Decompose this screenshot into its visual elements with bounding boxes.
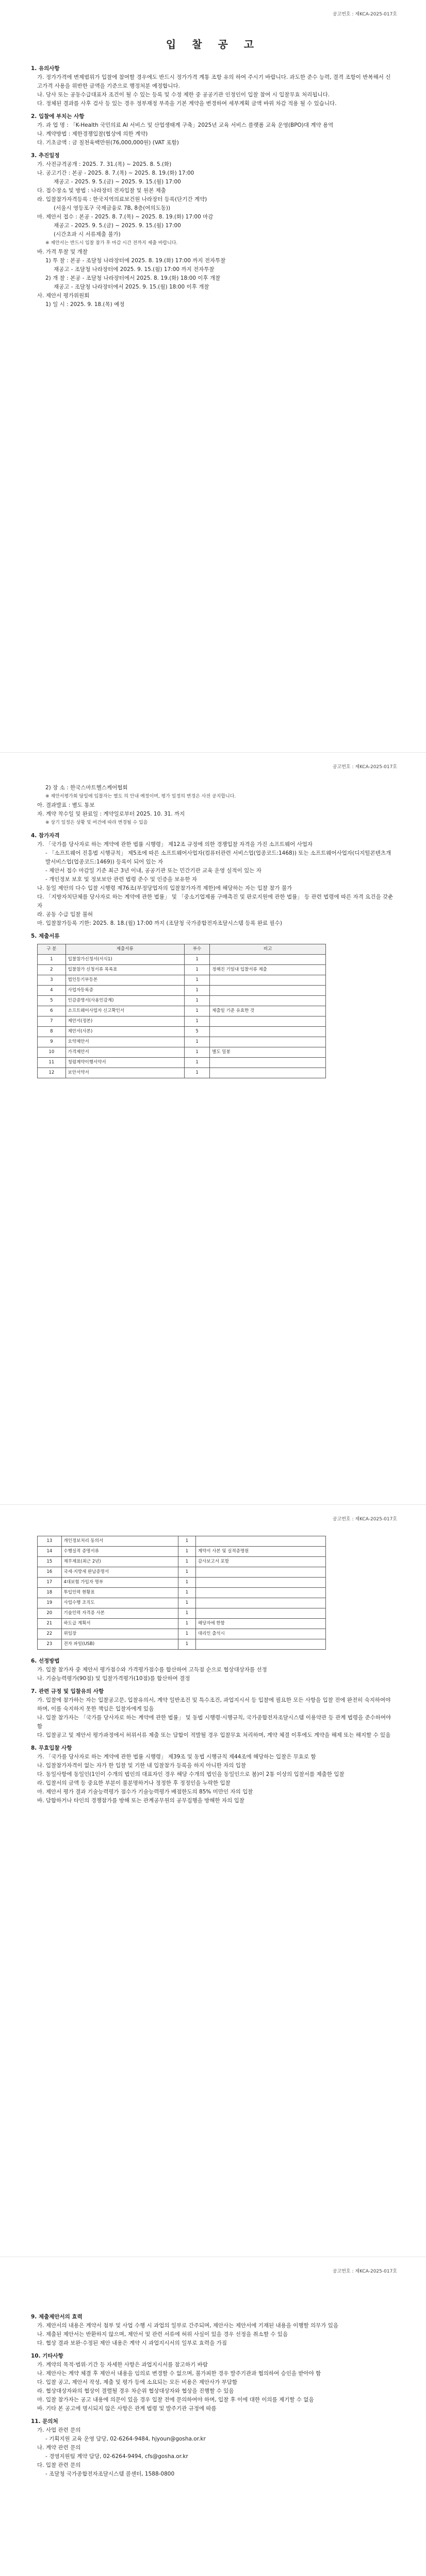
table-cell: 5 [38,996,66,1006]
text-line: 마. 제안서 평가 결과 기술능력평가 점수가 기술능력평가 배점한도의 85% 미만인 자의 입찰 [37,1789,253,1795]
table-row [38,1639,326,1650]
table-row [38,1047,326,1058]
table-cell: 투입인력 현황표 [61,1588,178,1598]
table-cell [210,955,326,965]
table-row [38,1068,326,1078]
table-row [38,1629,326,1639]
text-line: 바. 기타 본 공고에 명시되지 않은 사항은 관계 법령 및 발주기관 규정에 따름 [37,2405,217,2412]
table-row [38,1619,326,1629]
table-cell: 1 [178,1608,196,1619]
section-heading: 6. 선정방법 [31,1658,60,1664]
table-cell: 21 [38,1619,62,1629]
table-cell [195,1608,325,1619]
text-line: - 개인정보 보호 및 정보보안 관련 법령 준수 및 인증을 보유한 자 [45,876,198,883]
table-cell: 요약제안서 [65,1037,184,1047]
table-cell: 하도급 계획서 [61,1619,178,1629]
table-cell [210,996,326,1006]
table-cell: 제안서(사본) [65,1027,184,1037]
table-row [38,1027,326,1037]
table-row [38,965,326,975]
table-cell: 제안서(정본) [65,1016,184,1027]
table-cell: 8 [38,1027,66,1037]
section-heading: 9. 제출제안서의 효력 [31,2314,83,2320]
text-line: - 경영지원팀 계약 담당, 02-6264-9494, cfs@gosha.or.kr [45,2453,188,2460]
table-cell: 제출일 기준 유효한 것 [210,1006,326,1016]
table-cell [195,1588,325,1598]
table-row [38,1037,326,1047]
text-line: 다. 입찰 공고, 제안서 작성, 제출 및 평가 등에 소요되는 모든 비용은 제안사가 부담함 [37,2379,238,2385]
text-line: - 제안서 접수 마감일 기준 최근 3년 이내, 공공기관 또는 민간기관 교육 운영 실적이 있는 자 [45,868,261,874]
text-line: 다. 협상 결과 보완·수정된 제안 내용은 계약 시 과업지시서의 일부로 효력을 가짐 [37,2340,227,2346]
text-line: 나. 동일 제안의 다수 입찰 시행령 제76조(부정당업자의 입찰참가자격 제한)에 해당하는 자는 입찰 참가 불가 [37,885,292,891]
text-line: 1) 투 찰 : 본공 - 조달청 나라장터에 2025. 8. 19.(화) 17:00 까지 전자투찰 [45,258,226,264]
table-row [38,996,326,1006]
page-3 [0,1504,426,2257]
table-cell [210,1027,326,1037]
table-row [38,975,326,986]
text-line: 다. 기초금액 : 금 칠천육백만원(76,000,000원) (VAT 포함) [37,140,179,146]
section-heading: 8. 무효입찰 사항 [31,1745,72,1751]
text-line: 나. 기술능력평가(90점) 및 입찰가격평가(10점)를 합산하여 결정 [37,1675,190,1682]
table-cell: 1 [184,996,209,1006]
text-line: 2) 개 찰 : 본공 - 조달청 나라장터에서 2025. 8. 19.(화) 18:00 이후 개찰 [45,275,221,281]
table-cell: 1 [184,1016,209,1027]
table-cell: 1 [184,1058,209,1068]
text-line: 라. 협상대상자와의 협상이 결렬될 경우 차순위 협상대상자와 협상을 진행할 수 있음 [37,2388,234,2394]
doc-header: 공고번호 : 제KCA-2025-017호 [332,765,397,770]
table-cell: 4대보험 가입자 명부 [61,1578,178,1588]
table-cell: 해당자에 한함 [195,1619,325,1629]
table-cell: 9 [38,1037,66,1047]
table-cell: 계약서 사본 및 실적증명원 [195,1547,325,1557]
text-line: - 「소프트웨어 진흥법 시행규칙」 제5조에 따른 소프트웨어사업자(컴퓨터관련 서비스업(업종코드:1468)) 또는 소프트웨어사업자(디지털콘텐츠개발서비스업(업종코드:1469)) 등록이 되어 있는 자 [45,850,391,865]
table-row [38,1598,326,1608]
text-line: 나. 계약 관련 문의 [37,2445,81,2451]
text-line: (서울시 영등포구 국제금융로 7B, 8층(여의도동)) [54,205,171,211]
table-cell: 1 [178,1536,196,1547]
text-line: ※ 제안서평가회 당일에 입찰자는 별도 의 안내 예정이며, 평가 일정의 변경은 사전 공지합니다. [45,794,236,799]
table-row [38,1557,326,1567]
text-line: 나. 당사 또는 공동수급대표자 조건이 될 수 있는 등록 및 수정 제한 중 공공기관 인정인이 입찰 참여 시 입찰무효 처리됩니다. [37,92,330,98]
text-line: 나. 제안사는 계약 체결 후 제안서 내용을 임의로 변경할 수 없으며, 불가피한 경우 발주기관과 협의하여 승인을 받아야 함 [37,2370,321,2377]
table-cell: 16 [38,1567,62,1578]
table-cell: 17 [38,1578,62,1588]
text-line: 재공고 - 조달청 나라장터에서 2025. 9. 15.(월) 18:00 이후 개찰 [54,284,209,290]
table-cell: 국세·지방세 완납증명서 [61,1567,178,1578]
text-line: 마. 입찰 참가자는 공고 내용에 의문이 있을 경우 입찰 전에 문의하여야 하며, 입찰 후 이에 대한 이의를 제기할 수 없음 [37,2397,314,2403]
page-1 [0,0,426,752]
text-line: 2) 장 소 : 한국스마트헬스케어협회 [45,785,128,791]
table-cell: 1 [178,1578,196,1588]
text-line: 재공고 - 2025. 9. 5.(금) ~ 2025. 9. 15.(월) 17:00 [54,223,181,229]
table-cell: 1 [184,975,209,986]
section-heading: 11. 문의처 [31,2418,58,2425]
text-line: 아. 결과발표 : 별도 통보 [37,802,95,808]
table-cell [195,1578,325,1588]
table-cell: 가격제안서 [65,1047,184,1058]
table-header-cell: 제출서류 [65,944,184,955]
doc-header: 공고번호 : 제KCA-2025-017호 [332,2269,397,2274]
text-line: 라. 공동 수급 입찰 불허 [37,911,93,918]
text-line: 라. 입찰서의 금액 등 중요한 부분이 불분명하거나 정정한 후 정정인을 누락한 입찰 [37,1780,231,1786]
table-cell [210,1016,326,1027]
table-cell: 7 [38,1016,66,1027]
text-line: 나. 공고기간 : 본공 - 2025. 8. 7.(목) ~ 2025. 8. 19.(화) 17:00 [37,170,194,176]
text-line: 재공고 - 2025. 9. 5.(금) ~ 2025. 9. 15.(월) 17:00 [54,179,181,185]
text-line: 다. 정체된 결과를 사후 검사 등 있는 경우 정부재정 부족을 기본 계약을 변경하여 세부계획 금액 바꿔 차감 적용 될 수 있습니다. [37,100,337,107]
table-cell: 19 [38,1598,62,1608]
text-line: 바. 가격 투찰 및 개찰 [37,249,88,255]
table-cell: 1 [178,1629,196,1639]
table-cell: 1 [178,1619,196,1629]
table-cell [210,975,326,986]
table-cell: 1 [178,1588,196,1598]
section-heading: 1. 유의사항 [31,65,60,72]
table-cell: 인감증명서(사용인감계) [65,996,184,1006]
table-cell: 12 [38,1068,66,1078]
table-cell [210,986,326,996]
text-line: 나. 입찰참가자격이 없는 자가 한 입찰 및 기한 내 입찰참가 등록을 하지 아니한 자의 입찰 [37,1762,247,1769]
table-cell: 1 [178,1557,196,1567]
doc-title: 입 찰 공 고 [166,38,260,50]
page4-body [31,2313,395,2479]
table-cell: 정해진 기일내 입찰서류 제출 [210,965,326,975]
table-cell: 수행실적 증명서류 [61,1547,178,1557]
table-cell: 11 [38,1058,66,1068]
table-cell: 전자 파일(USB) [61,1639,178,1650]
table-cell: 재무제표(최근 2년) [61,1557,178,1567]
table-cell: 14 [38,1547,62,1557]
table-row [38,1006,326,1016]
table-header-cell: 부수 [184,944,209,955]
text-line: 가. 사업 관련 문의 [37,2427,81,2433]
table-cell: 법인등기부등본 [65,975,184,986]
table-cell: 13 [38,1536,62,1547]
text-line: 가. 사전규격공개 : 2025. 7. 31.(목) ~ 2025. 8. 5.(화) [37,161,172,167]
table-cell: 사업자등록증 [65,986,184,996]
section-heading: 4. 참가자격 [31,833,60,839]
section-heading: 7. 관련 규정 및 입찰유의 사항 [31,1688,104,1694]
text-line: 마. 입찰참가등록 기한: 2025. 8. 18.(월) 17:00 까지 (조달청 국가종합전자조달시스템 등록 완료 필수) [37,920,282,926]
table-row [38,1547,326,1557]
table-cell: 1 [178,1639,196,1650]
table-cell: 3 [38,975,66,986]
text-line: - 조달청 국가종합전자조달시스템 콜센터, 1588-0800 [45,2471,175,2477]
table-cell: 별도 밀봉 [210,1047,326,1058]
table-header-cell: 비고 [210,944,326,955]
table-cell: 20 [38,1608,62,1619]
table-cell: 기술인력 자격증 사본 [61,1608,178,1619]
text-line: 재공고 - 조달청 나라장터에 2025. 9. 15.(월) 17:00 까지 전자투찰 [54,266,215,273]
table-cell: 입찰참가 신청서류 목록표 [65,965,184,975]
text-line: 1) 일 시 : 2025. 9. 18.(목) 예정 [45,301,125,308]
section-heading: 10. 기타사항 [31,2353,63,2359]
text-line: 가. 계약의 목적·범위·기간 등 자세한 사항은 과업지시서를 참고하기 바람 [37,2362,208,2368]
table-cell [195,1536,325,1547]
table-row [38,1016,326,1027]
section-heading: 5. 제출서류 [31,933,60,939]
text-line: 자. 계약 착수일 및 완료일 : 계약일로부터 2025. 10. 31. 까지 [37,811,185,817]
table-row [38,1058,326,1068]
table-cell: 1 [184,986,209,996]
table-header-cell: 구 분 [38,944,66,955]
table-cell [195,1598,325,1608]
table-cell [210,1068,326,1078]
text-line: 나. 제출된 제안서는 반환하지 않으며, 제안서 및 관련 서류에 허위 사실이 있을 경우 선정을 취소할 수 있음 [37,2331,288,2337]
text-line: 바. 담합하거나 타인의 경쟁참가를 방해 또는 관계공무원의 공무집행을 방해한 자의 입찰 [37,1798,244,1804]
table-cell: 사업수행 조직도 [61,1598,178,1608]
table-cell: 보안서약서 [65,1068,184,1078]
table-cell: 개인정보처리 동의서 [61,1536,178,1547]
text-line: 다. 동일사항에 동일인(1인이 수개의 법인의 대표자인 경우 해당 수개의 법인을 동일인으로 봄)이 2통 이상의 입찰서를 제출한 입찰 [37,1771,345,1777]
text-line: 다. 입찰 관련 문의 [37,2462,81,2468]
text-line: ※ 제안서는 반드시 입찰 참가 후 마감 시간 전까지 제출 바랍니다. [45,241,178,246]
section-heading: 2. 입찰에 부치는 사항 [31,113,85,120]
table-row [38,1608,326,1619]
table-cell: 대리인 출석시 [195,1629,325,1639]
text-line: 라. 입찰참가자격등록 : 한국지역의료보건원 나라장터 등록(단기간 계약) [37,196,207,202]
text-line: 나. 입찰 참가자는 「국가를 당사자로 하는 계약에 관한 법률」 및 동법 시행령·시행규칙, 국가종합전자조달시스템 이용약관 등 관계 법령을 준수하여야 함 [37,1715,391,1730]
text-line: 가. 과 업 명 : 「K-Health 국민의료 AI 서비스 및 산업생태계 구축」2025년 교육 서비스 플랫폼 교육 운영(BPO)대 계약 용역 [37,122,334,128]
table-cell: 1 [184,1068,209,1078]
table-cell: 1 [184,1037,209,1047]
table-cell: 1 [38,955,66,965]
table-cell: 1 [184,1047,209,1058]
table-row [38,1536,326,1547]
table-cell [210,1058,326,1068]
text-line: 마. 제안서 접수 : 본공 - 2025. 8. 7.(목) ~ 2025. 8. 19.(화) 17:00 마감 [37,214,214,220]
table-cell [210,1037,326,1047]
table-cell: 1 [178,1598,196,1608]
section-heading: 3. 추진일정 [31,152,60,159]
table-cell: 1 [178,1567,196,1578]
text-line: 가. 제안서의 내용은 계약서 첨부 및 사업 수행 시 과업의 일부로 간주되며, 제안사는 제안서에 기재된 내용을 이행할 의무가 있음 [37,2323,339,2329]
text-line: - 기획지원 교육 운영 담당, 02-6264-9484, hjyoun@gosha.or.kr [45,2436,206,2442]
table-cell: 10 [38,1047,66,1058]
doc-header: 공고번호 : 제KCA-2025-017호 [332,1517,397,1522]
table-cell: 1 [184,1006,209,1016]
text-line: (시간초과 시 서류제출 불가) [54,231,121,238]
table-cell [195,1567,325,1578]
table-cell [195,1639,325,1650]
table-row [38,1588,326,1598]
table-row [38,986,326,996]
table-row [38,1578,326,1588]
table-cell: 5 [184,1027,209,1037]
page1-body [31,64,395,309]
table-cell: 4 [38,986,66,996]
text-line: 가. 정가가격에 변제범위가 입찰에 참여할 경우에도 반드시 정가가격 계통 조항 유의 하여 주시기 바랍니다. 과도한 준수 능력, 결격 조항이 반복해서 신고가격 사용을 위반한 금액을 기준으로 행정처분 예정합니다. [37,74,391,89]
table-cell: 6 [38,1006,66,1016]
doc-header: 공고번호 : 제KCA-2025-017호 [332,12,397,17]
table-row [38,955,326,965]
table-cell: 1 [184,955,209,965]
text-line: 가. 「국가를 당사자로 하는 계약에 관한 법률 시행령」 제39조 및 동법 시행규칙 제44조에 해당하는 입찰은 무효로 함 [37,1754,316,1760]
table-cell: 22 [38,1629,62,1639]
table-cell: 2 [38,965,66,975]
table-cell: 1 [184,965,209,975]
table-cell: 18 [38,1588,62,1598]
page2-body [31,784,395,941]
page-4 [0,2257,426,2576]
text-line: ※ 상기 일정은 상황 및 여건에 따라 변경될 수 있음 [45,820,148,825]
table-cell: 위임장 [61,1629,178,1639]
table-cell: 23 [38,1639,62,1650]
text-line: 가. 「국가를 당사자로 하는 계약에 관한 법률 시행령」 제12조 규정에 의한 경쟁입찰 자격을 가진 소프트웨어 사업자 [37,841,313,848]
text-line: 사. 제안서 평가위원회 [37,293,90,299]
table-cell: 입찰참가신청서(서식1) [65,955,184,965]
page-2 [0,752,426,1505]
table-cell: 15 [38,1557,62,1567]
table-cell: 1 [178,1547,196,1557]
docs-table [37,944,326,1078]
text-line: 가. 입찰에 참가하는 자는 입찰공고문, 입찰유의서, 계약 일반조건 및 특수조건, 과업지시서 등 입찰에 필요한 모든 사항을 입찰 전에 완전히 숙지하여야 하며, 이를 숙지하지 못한 책임은 입찰자에게 있음 [37,1697,391,1712]
text-line: 가. 입찰 참가자 중 제안서 평가점수와 가격평가점수를 합산하여 고득점 순으로 협상대상자를 선정 [37,1667,267,1673]
text-line: 다. 「지방자치단체를 당사자로 하는 계약에 관한 법률」 및 「중소기업제품 구매촉진 및 판로지원에 관한 법률」 등 관련 법령에 따른 자격 요건을 갖춘 자 [37,894,394,909]
docs-table-continued [37,1536,326,1650]
table-cell: 감사보고서 포함 [195,1557,325,1567]
table-cell: 소프트웨어사업자 신고확인서 [65,1006,184,1016]
page3-body [31,1657,395,1805]
table-cell: 청렴계약이행서약서 [65,1058,184,1068]
text-line: 다. 입찰공고 및 제안서 평가과정에서 허위서류 제출 또는 담합이 적발될 경우 입찰무효 처리하며, 계약 체결 이후에도 계약을 해제 또는 해지할 수 있음 [37,1732,391,1738]
text-line: 다. 접수장소 및 방법 : 나라장터 전자입찰 및 원본 제출 [37,188,166,194]
text-line: 나. 계약방법 : 제한경쟁입찰(협상에 의한 계약) [37,131,148,137]
table-row [38,1567,326,1578]
